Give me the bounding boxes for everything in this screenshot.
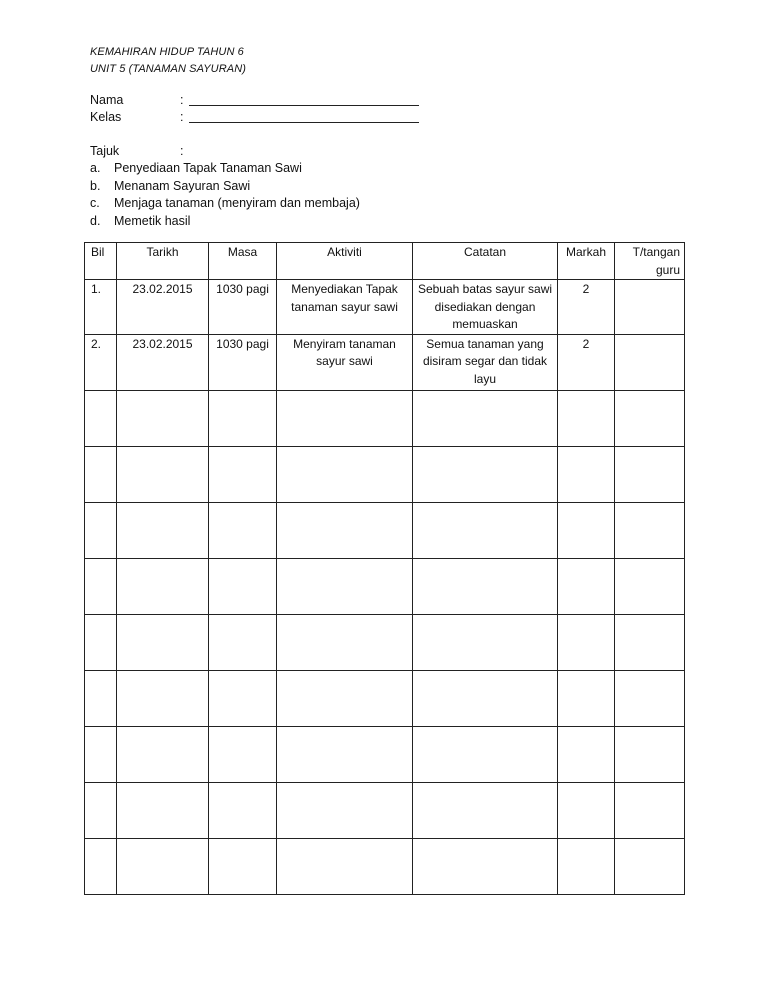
- empty-cell[interactable]: [209, 558, 277, 614]
- empty-table-row: [85, 670, 685, 726]
- empty-table-row: [85, 558, 685, 614]
- empty-cell[interactable]: [558, 446, 615, 502]
- kelas-colon: :: [180, 110, 184, 124]
- empty-cell[interactable]: [117, 390, 209, 446]
- empty-cell[interactable]: [615, 838, 685, 894]
- empty-cell[interactable]: [209, 390, 277, 446]
- tajuk-item-letter: b.: [90, 178, 101, 193]
- empty-cell[interactable]: [558, 838, 615, 894]
- empty-table-row: [85, 782, 685, 838]
- cell-catatan: Sebuah batas sayur sawi disediakan dengan memuaskan: [413, 280, 558, 335]
- header-catatan: Catatan: [413, 243, 558, 280]
- empty-cell[interactable]: [413, 782, 558, 838]
- empty-cell[interactable]: [413, 838, 558, 894]
- header-masa: Masa: [209, 243, 277, 280]
- empty-table-row: [85, 390, 685, 446]
- empty-cell[interactable]: [413, 390, 558, 446]
- cell-ttangan[interactable]: [615, 334, 685, 390]
- empty-cell[interactable]: [209, 614, 277, 670]
- empty-cell[interactable]: [413, 670, 558, 726]
- empty-cell[interactable]: [85, 614, 117, 670]
- empty-cell[interactable]: [117, 726, 209, 782]
- empty-cell[interactable]: [277, 502, 413, 558]
- empty-cell[interactable]: [85, 838, 117, 894]
- header-unit: UNIT 5 (TANAMAN SAYURAN): [90, 63, 247, 75]
- cell-markah: 2: [558, 334, 615, 390]
- cell-aktiviti: Menyediakan Tapak tanaman sayur sawi: [277, 280, 413, 335]
- empty-cell[interactable]: [85, 390, 117, 446]
- tajuk-item-letter: d.: [90, 213, 101, 228]
- cell-markah: 2: [558, 280, 615, 335]
- table-row: [85, 280, 685, 335]
- empty-cell[interactable]: [209, 782, 277, 838]
- empty-cell[interactable]: [209, 726, 277, 782]
- empty-cell[interactable]: [85, 670, 117, 726]
- empty-cell[interactable]: [413, 446, 558, 502]
- cell-bil: 2.: [85, 334, 117, 390]
- cell-bil: 1.: [85, 280, 117, 335]
- empty-cell[interactable]: [615, 502, 685, 558]
- empty-cell[interactable]: [117, 614, 209, 670]
- tajuk-item-text: Penyediaan Tapak Tanaman Sawi: [114, 161, 302, 175]
- empty-cell[interactable]: [85, 558, 117, 614]
- cell-aktiviti: Menyiram tanaman sayur sawi: [277, 334, 413, 390]
- empty-cell[interactable]: [413, 558, 558, 614]
- empty-cell[interactable]: [615, 446, 685, 502]
- empty-table-row: [85, 614, 685, 670]
- empty-cell[interactable]: [209, 502, 277, 558]
- header-bil: Bil: [85, 243, 117, 280]
- header-tarikh: Tarikh: [117, 243, 209, 280]
- empty-cell[interactable]: [85, 446, 117, 502]
- table-header-row: [85, 243, 685, 280]
- empty-cell[interactable]: [209, 446, 277, 502]
- empty-cell[interactable]: [277, 446, 413, 502]
- tajuk-colon: :: [180, 144, 184, 158]
- empty-cell[interactable]: [277, 390, 413, 446]
- empty-cell[interactable]: [209, 838, 277, 894]
- empty-cell[interactable]: [117, 838, 209, 894]
- empty-cell[interactable]: [413, 502, 558, 558]
- activity-log-table: [84, 242, 685, 895]
- nama-blank-line[interactable]: [189, 105, 419, 106]
- empty-cell[interactable]: [558, 390, 615, 446]
- empty-cell[interactable]: [117, 558, 209, 614]
- empty-cell[interactable]: [615, 670, 685, 726]
- cell-tarikh: 23.02.2015: [117, 280, 209, 335]
- empty-cell[interactable]: [615, 558, 685, 614]
- empty-cell[interactable]: [413, 726, 558, 782]
- tajuk-item-text: Memetik hasil: [114, 213, 191, 228]
- empty-cell[interactable]: [85, 726, 117, 782]
- header-markah: Markah: [558, 243, 615, 280]
- empty-cell[interactable]: [558, 502, 615, 558]
- empty-cell[interactable]: [85, 502, 117, 558]
- cell-masa: 1030 pagi: [209, 280, 277, 335]
- empty-cell[interactable]: [558, 726, 615, 782]
- empty-cell[interactable]: [277, 670, 413, 726]
- empty-cell[interactable]: [117, 502, 209, 558]
- empty-cell[interactable]: [277, 614, 413, 670]
- tajuk-item-letter: c.: [90, 196, 100, 211]
- empty-cell[interactable]: [117, 782, 209, 838]
- empty-cell[interactable]: [558, 782, 615, 838]
- empty-cell[interactable]: [117, 670, 209, 726]
- document-header: [90, 44, 246, 78]
- tajuk-item-text: Menanam Sayuran Sawi: [114, 178, 251, 193]
- empty-cell[interactable]: [615, 782, 685, 838]
- empty-cell[interactable]: [615, 726, 685, 782]
- table-row: [85, 334, 685, 390]
- cell-masa: 1030 pagi: [209, 334, 277, 390]
- header-aktiviti: Aktiviti: [277, 243, 413, 280]
- kelas-blank-line[interactable]: [189, 122, 419, 123]
- empty-cell[interactable]: [117, 446, 209, 502]
- kelas-label: Kelas: [90, 110, 122, 124]
- empty-table-row: [85, 838, 685, 894]
- cell-ttangan[interactable]: [615, 280, 685, 335]
- empty-cell[interactable]: [615, 614, 685, 670]
- empty-cell[interactable]: [558, 558, 615, 614]
- empty-cell[interactable]: [277, 838, 413, 894]
- empty-cell[interactable]: [277, 558, 413, 614]
- empty-table-row: [85, 502, 685, 558]
- empty-cell[interactable]: [85, 782, 117, 838]
- header-ttangan: T/tangan guru: [615, 243, 685, 280]
- cell-tarikh: 23.02.2015: [117, 334, 209, 390]
- empty-cell[interactable]: [558, 670, 615, 726]
- empty-cell[interactable]: [277, 726, 413, 782]
- empty-cell[interactable]: [615, 390, 685, 446]
- tajuk-label: Tajuk: [90, 144, 120, 158]
- empty-cell[interactable]: [413, 614, 558, 670]
- empty-cell[interactable]: [277, 782, 413, 838]
- tajuk-item-letter: a.: [90, 161, 101, 175]
- empty-cell[interactable]: [558, 614, 615, 670]
- nama-label: Nama: [90, 93, 124, 107]
- empty-table-row: [85, 446, 685, 502]
- cell-catatan: Semua tanaman yang disiram segar dan tidak layu: [413, 334, 558, 390]
- nama-colon: :: [180, 93, 184, 107]
- empty-cell[interactable]: [209, 670, 277, 726]
- empty-table-row: [85, 726, 685, 782]
- tajuk-item-text: Menjaga tanaman (menyiram dan membaja): [114, 196, 360, 211]
- header-title: KEMAHIRAN HIDUP TAHUN 6: [90, 46, 244, 58]
